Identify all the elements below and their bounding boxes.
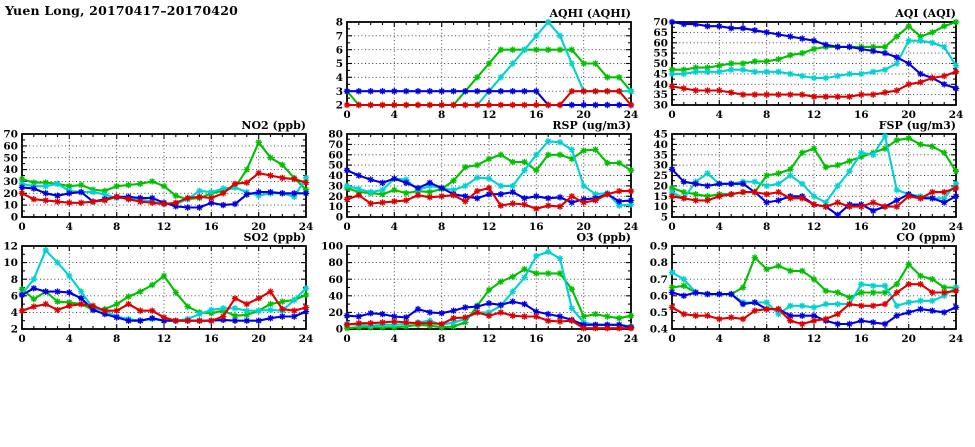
svg-text:55: 55 [653, 47, 668, 60]
svg-text:35: 35 [653, 149, 668, 162]
svg-text:25: 25 [653, 170, 668, 183]
svg-text:0: 0 [18, 333, 26, 345]
svg-text:12: 12 [3, 240, 18, 253]
svg-text:8: 8 [763, 109, 771, 121]
svg-text:40: 40 [653, 78, 668, 91]
svg-text:FSP (ug/m3): FSP (ug/m3) [878, 119, 956, 132]
chart-so2 [0, 230, 316, 346]
svg-text:O3 (ppb): O3 (ppb) [576, 231, 631, 244]
svg-text:4: 4 [390, 109, 398, 121]
svg-text:8: 8 [10, 273, 18, 286]
svg-text:60: 60 [653, 37, 668, 50]
svg-text:RSP (ug/m3): RSP (ug/m3) [552, 119, 631, 132]
svg-text:20: 20 [328, 190, 343, 203]
svg-text:12: 12 [481, 109, 497, 121]
svg-text:0: 0 [343, 221, 351, 233]
svg-text:80: 80 [328, 257, 343, 270]
svg-text:0: 0 [335, 323, 343, 336]
svg-text:20: 20 [653, 180, 668, 193]
svg-text:0: 0 [343, 333, 351, 345]
svg-text:4: 4 [715, 109, 723, 121]
svg-text:20: 20 [251, 333, 267, 345]
chart-aqi [646, 6, 966, 122]
svg-text:70: 70 [328, 139, 343, 151]
svg-text:8: 8 [113, 221, 121, 233]
svg-text:8: 8 [763, 221, 771, 233]
svg-text:SO2 (ppb): SO2 (ppb) [243, 231, 306, 244]
svg-text:0: 0 [668, 333, 676, 345]
svg-text:4: 4 [390, 333, 398, 345]
svg-text:24: 24 [948, 221, 964, 233]
svg-text:2: 2 [10, 323, 18, 336]
svg-text:12: 12 [481, 221, 497, 233]
svg-text:4: 4 [335, 71, 343, 84]
svg-text:40: 40 [3, 164, 18, 177]
svg-text:0.6: 0.6 [649, 290, 668, 303]
svg-text:6: 6 [335, 44, 343, 57]
svg-text:8: 8 [763, 333, 771, 345]
svg-text:16: 16 [203, 221, 219, 233]
svg-text:60: 60 [328, 149, 343, 162]
chart-fsp [646, 118, 966, 234]
svg-text:3: 3 [335, 85, 343, 98]
svg-text:16: 16 [528, 333, 544, 345]
svg-text:24: 24 [623, 221, 639, 233]
svg-text:12: 12 [481, 333, 497, 345]
svg-text:20: 20 [576, 221, 592, 233]
svg-text:8: 8 [113, 333, 121, 345]
svg-text:8: 8 [335, 16, 343, 29]
svg-text:12: 12 [156, 333, 172, 345]
svg-text:15: 15 [653, 190, 668, 203]
svg-text:45: 45 [653, 68, 668, 81]
svg-text:0: 0 [668, 109, 676, 121]
svg-text:20: 20 [576, 333, 592, 345]
svg-text:2: 2 [335, 99, 343, 112]
svg-text:0: 0 [18, 221, 26, 233]
svg-text:24: 24 [623, 333, 639, 345]
chart-rsp [321, 118, 641, 234]
svg-text:0.5: 0.5 [649, 307, 668, 319]
svg-text:8: 8 [438, 221, 446, 233]
svg-text:20: 20 [576, 109, 592, 121]
svg-text:0.4: 0.4 [649, 323, 668, 336]
svg-text:10: 10 [328, 201, 343, 214]
chart-co [646, 230, 966, 346]
svg-text:0: 0 [10, 211, 18, 224]
svg-text:10: 10 [3, 257, 18, 270]
svg-text:AQI (AQI): AQI (AQI) [895, 7, 956, 20]
svg-text:60: 60 [328, 273, 343, 286]
svg-text:4: 4 [390, 221, 398, 233]
svg-text:24: 24 [298, 221, 314, 233]
svg-text:30: 30 [328, 180, 343, 193]
svg-text:45: 45 [653, 128, 668, 141]
svg-text:16: 16 [528, 221, 544, 233]
svg-text:4: 4 [10, 307, 18, 319]
svg-text:20: 20 [901, 333, 917, 345]
svg-text:16: 16 [853, 109, 869, 121]
svg-text:CO (ppm): CO (ppm) [896, 231, 956, 244]
svg-text:5: 5 [660, 211, 668, 224]
svg-text:50: 50 [3, 152, 18, 165]
svg-text:0.9: 0.9 [649, 240, 668, 253]
svg-text:0.7: 0.7 [649, 273, 668, 286]
svg-text:30: 30 [653, 99, 668, 112]
svg-text:70: 70 [3, 128, 18, 141]
svg-text:AQHI (AQHI): AQHI (AQHI) [549, 7, 631, 20]
svg-text:65: 65 [653, 27, 668, 39]
svg-text:100: 100 [321, 240, 343, 253]
svg-text:0: 0 [343, 109, 351, 121]
page-title: Yuen Long, 20170417–20170420 [5, 3, 238, 18]
svg-text:24: 24 [623, 109, 639, 121]
svg-text:12: 12 [156, 221, 172, 233]
svg-text:20: 20 [251, 221, 267, 233]
svg-text:12: 12 [806, 109, 822, 121]
svg-text:4: 4 [65, 333, 73, 345]
svg-text:5: 5 [335, 58, 343, 71]
svg-text:20: 20 [3, 187, 18, 200]
svg-text:16: 16 [203, 333, 219, 345]
svg-text:30: 30 [3, 176, 18, 188]
svg-text:20: 20 [901, 109, 917, 121]
svg-text:10: 10 [3, 199, 18, 212]
svg-text:50: 50 [328, 159, 343, 172]
svg-text:60: 60 [3, 140, 18, 153]
svg-text:70: 70 [653, 16, 668, 29]
svg-text:4: 4 [715, 333, 723, 345]
svg-text:24: 24 [948, 333, 964, 345]
svg-text:12: 12 [806, 333, 822, 345]
svg-text:20: 20 [901, 221, 917, 233]
chart-no2 [0, 118, 316, 234]
chart-aqhi [321, 6, 641, 122]
svg-text:0: 0 [668, 221, 676, 233]
svg-text:40: 40 [328, 170, 343, 183]
svg-text:35: 35 [653, 89, 668, 102]
svg-text:0: 0 [335, 211, 343, 224]
svg-text:4: 4 [715, 221, 723, 233]
svg-text:10: 10 [653, 201, 668, 214]
svg-text:6: 6 [10, 290, 18, 303]
svg-text:80: 80 [328, 128, 343, 141]
svg-text:20: 20 [328, 307, 343, 319]
svg-text:40: 40 [653, 139, 668, 151]
svg-text:30: 30 [653, 159, 668, 172]
svg-text:40: 40 [328, 290, 343, 303]
svg-text:4: 4 [65, 221, 73, 233]
svg-text:12: 12 [806, 221, 822, 233]
svg-text:8: 8 [438, 109, 446, 121]
svg-text:16: 16 [853, 221, 869, 233]
svg-text:16: 16 [528, 109, 544, 121]
svg-text:NO2 (ppb): NO2 (ppb) [241, 119, 306, 132]
chart-o3 [321, 230, 641, 346]
svg-text:0.8: 0.8 [649, 257, 668, 270]
svg-text:24: 24 [948, 109, 964, 121]
svg-text:7: 7 [335, 30, 343, 43]
svg-text:8: 8 [438, 333, 446, 345]
svg-text:50: 50 [653, 58, 668, 71]
svg-text:24: 24 [298, 333, 314, 345]
svg-text:16: 16 [853, 333, 869, 345]
